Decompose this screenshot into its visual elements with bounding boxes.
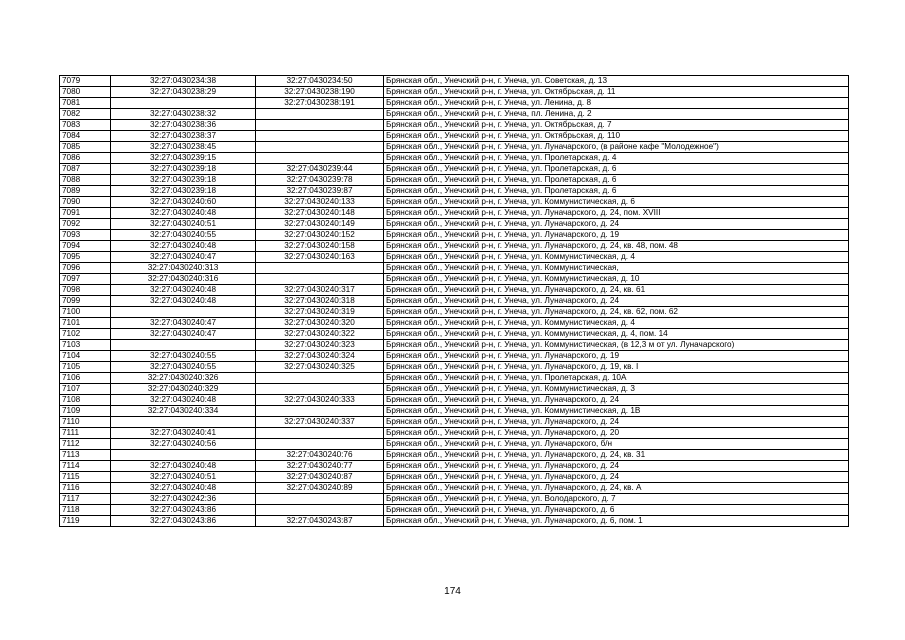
object-number-cell: 32:27:0430239:87 [256,186,384,197]
table-row [60,450,849,461]
table-row [60,318,849,329]
table-row [60,109,849,120]
parcel-number-cell: 32:27:0430240:48 [111,296,256,307]
address-cell: Брянская обл., Унечский р-н, г. Унеча, ул. Луначарского, д. 20 [384,428,849,439]
object-number-cell [256,373,384,384]
parcel-number-cell: 32:27:0430240:329 [111,384,256,395]
address-cell: Брянская обл., Унечский р-н, г. Унеча, ул. Луначарского, д. 19 [384,351,849,362]
row-number-cell: 7097 [60,274,111,285]
table-row [60,307,849,318]
address-cell: Брянская обл., Унечский р-н, г. Унеча, ул. Володарского, д. 7 [384,494,849,505]
row-number-cell: 7111 [60,428,111,439]
address-cell: Брянская обл., Унечский р-н, г. Унеча, ул. Луначарского, д. 24, кв. 61 [384,285,849,296]
table-row [60,494,849,505]
row-number-cell: 7080 [60,87,111,98]
address-cell: Брянская обл., Унечский р-н, г. Унеча, ул. Коммунистическая, д. 10 [384,274,849,285]
parcel-number-cell: 32:27:0430240:48 [111,461,256,472]
parcel-number-cell: 32:27:0430239:18 [111,175,256,186]
object-number-cell: 32:27:0430234:50 [256,76,384,87]
address-cell: Брянская обл., Унечский р-н, г. Унеча, ул. Луначарского, (в районе кафе "Молодежное") [384,142,849,153]
parcel-number-cell: 32:27:0430240:51 [111,472,256,483]
object-number-cell [256,109,384,120]
address-cell: Брянская обл., Унечский р-н, г. Унеча, ул. Луначарского, д. 24, кв. А [384,483,849,494]
object-number-cell: 32:27:0430240:149 [256,219,384,230]
table-row [60,274,849,285]
address-cell: Брянская обл., Унечский р-н, г. Унеча, ул. Пролетарская, д. 6 [384,186,849,197]
row-number-cell: 7088 [60,175,111,186]
table-row [60,329,849,340]
parcel-number-cell: 32:27:0430240:56 [111,439,256,450]
parcel-number-cell [111,417,256,428]
row-number-cell: 7089 [60,186,111,197]
address-cell: Брянская обл., Унечский р-н, г. Унеча, ул. Октябрьская, д. 110 [384,131,849,142]
table-row [60,76,849,87]
table-row [60,373,849,384]
parcel-number-cell [111,450,256,461]
parcel-number-cell [111,98,256,109]
address-cell: Брянская обл., Унечский р-н, г. Унеча, ул. Октябрьская, д. 7 [384,120,849,131]
object-number-cell: 32:27:0430240:337 [256,417,384,428]
parcel-number-cell: 32:27:0430240:313 [111,263,256,274]
row-number-cell: 7085 [60,142,111,153]
object-number-cell: 32:27:0430240:317 [256,285,384,296]
row-number-cell: 7116 [60,483,111,494]
address-cell: Брянская обл., Унечский р-н, г. Унеча, ул. Пролетарская, д. 6 [384,164,849,175]
parcel-number-cell: 32:27:0430240:47 [111,318,256,329]
address-cell: Брянская обл., Унечский р-н, г. Унеча, ул. Луначарского, д. 24, кв. 31 [384,450,849,461]
table-row [60,208,849,219]
row-number-cell: 7118 [60,505,111,516]
table-row [60,120,849,131]
row-number-cell: 7103 [60,340,111,351]
row-number-cell: 7108 [60,395,111,406]
parcel-number-cell: 32:27:0430238:29 [111,87,256,98]
object-number-cell: 32:27:0430240:322 [256,329,384,340]
row-number-cell: 7105 [60,362,111,373]
object-number-cell: 32:27:0430240:76 [256,450,384,461]
table-row [60,362,849,373]
row-number-cell: 7117 [60,494,111,505]
object-number-cell: 32:27:0430240:87 [256,472,384,483]
address-cell: Брянская обл., Унечский р-н, г. Унеча, ул. Пролетарская, д. 6 [384,175,849,186]
parcel-number-cell: 32:27:0430239:15 [111,153,256,164]
row-number-cell: 7109 [60,406,111,417]
address-cell: Брянская обл., Унечский р-н, г. Унеча, ул. Луначарского, д. 19, кв. I [384,362,849,373]
parcel-number-cell: 32:27:0430234:38 [111,76,256,87]
table-row [60,472,849,483]
address-cell: Брянская обл., Унечский р-н, г. Унеча, ул. Коммунистическая, д. 4 [384,318,849,329]
row-number-cell: 7091 [60,208,111,219]
cadastral-table [59,75,849,527]
row-number-cell: 7079 [60,76,111,87]
row-number-cell: 7098 [60,285,111,296]
table-row [60,296,849,307]
table-row [60,384,849,395]
parcel-number-cell: 32:27:0430240:47 [111,329,256,340]
table-row [60,241,849,252]
row-number-cell: 7081 [60,98,111,109]
parcel-number-cell: 32:27:0430240:55 [111,362,256,373]
object-number-cell [256,439,384,450]
address-cell: Брянская обл., Унечский р-н, г. Унеча, ул. Луначарского, д. 19 [384,230,849,241]
parcel-number-cell: 32:27:0430243:86 [111,516,256,527]
address-cell: Брянская обл., Унечский р-н, г. Унеча, ул. Луначарского, д. 6 [384,505,849,516]
address-cell: Брянская обл., Унечский р-н, г. Унеча, ул. Пролетарская, д. 10А [384,373,849,384]
row-number-cell: 7110 [60,417,111,428]
table-row [60,461,849,472]
parcel-number-cell: 32:27:0430240:48 [111,285,256,296]
row-number-cell: 7114 [60,461,111,472]
object-number-cell: 32:27:0430240:163 [256,252,384,263]
row-number-cell: 7093 [60,230,111,241]
object-number-cell [256,142,384,153]
table-row [60,417,849,428]
row-number-cell: 7087 [60,164,111,175]
object-number-cell: 32:27:0430240:158 [256,241,384,252]
address-cell: Брянская обл., Унечский р-н, г. Унеча, ул. Коммунистическая, д. 4 [384,252,849,263]
object-number-cell [256,406,384,417]
table-row [60,505,849,516]
object-number-cell: 32:27:0430239:78 [256,175,384,186]
object-number-cell [256,120,384,131]
parcel-number-cell: 32:27:0430240:55 [111,230,256,241]
address-cell: Брянская обл., Унечский р-н, г. Унеча, ул. Коммунистическая, д. 1В [384,406,849,417]
table-row [60,406,849,417]
object-number-cell: 32:27:0430243:87 [256,516,384,527]
address-cell: Брянская обл., Унечский р-н, г. Унеча, ул. Советская, д. 13 [384,76,849,87]
object-number-cell: 32:27:0430238:191 [256,98,384,109]
address-cell: Брянская обл., Унечский р-н, г. Унеча, ул. Луначарского, б/н [384,439,849,450]
parcel-number-cell: 32:27:0430240:316 [111,274,256,285]
address-cell: Брянская обл., Унечский р-н, г. Унеча, ул. Коммунистическая, д. 4, пом. 14 [384,329,849,340]
address-cell: Брянская обл., Унечский р-н, г. Унеча, ул. Луначарского, д. 24 [384,461,849,472]
table-row [60,483,849,494]
row-number-cell: 7096 [60,263,111,274]
parcel-number-cell: 32:27:0430240:47 [111,252,256,263]
parcel-number-cell [111,340,256,351]
address-cell: Брянская обл., Унечский р-н, г. Унеча, ул. Ленина, д. 8 [384,98,849,109]
object-number-cell [256,153,384,164]
table-row [60,439,849,450]
table-row [60,252,849,263]
address-cell: Брянская обл., Унечский р-н, г. Унеча, ул. Луначарского, д. 24, пом. XVIII [384,208,849,219]
object-number-cell: 32:27:0430240:324 [256,351,384,362]
parcel-number-cell: 32:27:0430240:41 [111,428,256,439]
row-number-cell: 7083 [60,120,111,131]
parcel-number-cell: 32:27:0430239:18 [111,186,256,197]
row-number-cell: 7086 [60,153,111,164]
address-cell: Брянская обл., Унечский р-н, г. Унеча, ул. Коммунистическая, [384,263,849,274]
address-cell: Брянская обл., Унечский р-н, г. Унеча, пл. Ленина, д. 2 [384,109,849,120]
address-cell: Брянская обл., Унечский р-н, г. Унеча, ул. Пролетарская, д. 4 [384,153,849,164]
row-number-cell: 7113 [60,450,111,461]
parcel-number-cell: 32:27:0430240:48 [111,483,256,494]
parcel-number-cell: 32:27:0430240:48 [111,241,256,252]
address-cell: Брянская обл., Унечский р-н, г. Унеча, ул. Коммунистическая, д. 3 [384,384,849,395]
row-number-cell: 7100 [60,307,111,318]
table-row [60,175,849,186]
parcel-number-cell: 32:27:0430240:60 [111,197,256,208]
parcel-number-cell: 32:27:0430240:326 [111,373,256,384]
address-cell: Брянская обл., Унечский р-н, г. Унеча, ул. Луначарского, д. 24 [384,417,849,428]
address-cell: Брянская обл., Унечский р-н, г. Унеча, ул. Луначарского, д. 24, кв. 62, пом. 62 [384,307,849,318]
table-row [60,395,849,406]
parcel-number-cell: 32:27:0430240:55 [111,351,256,362]
row-number-cell: 7084 [60,131,111,142]
row-number-cell: 7115 [60,472,111,483]
row-number-cell: 7104 [60,351,111,362]
parcel-number-cell: 32:27:0430243:86 [111,505,256,516]
address-cell: Брянская обл., Унечский р-н, г. Унеча, ул. Луначарского, д. 24 [384,219,849,230]
object-number-cell: 32:27:0430240:77 [256,461,384,472]
table-row [60,285,849,296]
parcel-number-cell: 32:27:0430242:36 [111,494,256,505]
object-number-cell: 32:27:0430238:190 [256,87,384,98]
object-number-cell: 32:27:0430240:318 [256,296,384,307]
object-number-cell [256,428,384,439]
parcel-number-cell: 32:27:0430240:48 [111,208,256,219]
parcel-number-cell: 32:27:0430239:18 [111,164,256,175]
parcel-number-cell: 32:27:0430240:48 [111,395,256,406]
row-number-cell: 7090 [60,197,111,208]
row-number-cell: 7092 [60,219,111,230]
row-number-cell: 7099 [60,296,111,307]
object-number-cell [256,131,384,142]
address-cell: Брянская обл., Унечский р-н, г. Унеча, ул. Луначарского, д. 24 [384,472,849,483]
address-cell: Брянская обл., Унечский р-н, г. Унеча, ул. Октябрьская, д. 11 [384,87,849,98]
parcel-number-cell: 32:27:0430238:36 [111,120,256,131]
object-number-cell: 32:27:0430240:333 [256,395,384,406]
row-number-cell: 7094 [60,241,111,252]
table-row [60,142,849,153]
object-number-cell: 32:27:0430240:319 [256,307,384,318]
cadastral-table-body [60,76,849,527]
table-row [60,340,849,351]
table-row [60,230,849,241]
row-number-cell: 7112 [60,439,111,450]
object-number-cell: 32:27:0430240:152 [256,230,384,241]
table-row [60,164,849,175]
parcel-number-cell [111,307,256,318]
object-number-cell [256,494,384,505]
object-number-cell [256,505,384,516]
row-number-cell: 7095 [60,252,111,263]
object-number-cell: 32:27:0430240:89 [256,483,384,494]
parcel-number-cell: 32:27:0430240:334 [111,406,256,417]
object-number-cell [256,263,384,274]
row-number-cell: 7102 [60,329,111,340]
parcel-number-cell: 32:27:0430238:37 [111,131,256,142]
table-row [60,186,849,197]
table-row [60,428,849,439]
table-row [60,153,849,164]
table-row [60,516,849,527]
object-number-cell: 32:27:0430240:323 [256,340,384,351]
object-number-cell: 32:27:0430239:44 [256,164,384,175]
table-row [60,263,849,274]
table-row [60,87,849,98]
row-number-cell: 7082 [60,109,111,120]
object-number-cell: 32:27:0430240:133 [256,197,384,208]
parcel-number-cell: 32:27:0430240:51 [111,219,256,230]
object-number-cell [256,384,384,395]
address-cell: Брянская обл., Унечский р-н, г. Унеча, ул. Луначарского, д. 6, пом. 1 [384,516,849,527]
table-row [60,131,849,142]
parcel-number-cell: 32:27:0430238:32 [111,109,256,120]
parcel-number-cell: 32:27:0430238:45 [111,142,256,153]
object-number-cell: 32:27:0430240:325 [256,362,384,373]
object-number-cell [256,274,384,285]
object-number-cell: 32:27:0430240:320 [256,318,384,329]
table-row [60,98,849,109]
address-cell: Брянская обл., Унечский р-н, г. Унеча, ул. Луначарского, д. 24, кв. 48, пом. 48 [384,241,849,252]
row-number-cell: 7107 [60,384,111,395]
address-cell: Брянская обл., Унечский р-н, г. Унеча, ул. Коммунистическая, д. 6 [384,197,849,208]
object-number-cell: 32:27:0430240:148 [256,208,384,219]
table-row [60,197,849,208]
address-cell: Брянская обл., Унечский р-н, г. Унеча, ул. Луначарского, д. 24 [384,395,849,406]
row-number-cell: 7119 [60,516,111,527]
row-number-cell: 7106 [60,373,111,384]
table-row [60,351,849,362]
address-cell: Брянская обл., Унечский р-н, г. Унеча, ул. Луначарского, д. 24 [384,296,849,307]
table-row [60,219,849,230]
page-number: 174 [444,586,461,597]
address-cell: Брянская обл., Унечский р-н, г. Унеча, ул. Коммунистическая, (в 12,3 м от ул. Луначарского) [384,340,849,351]
row-number-cell: 7101 [60,318,111,329]
